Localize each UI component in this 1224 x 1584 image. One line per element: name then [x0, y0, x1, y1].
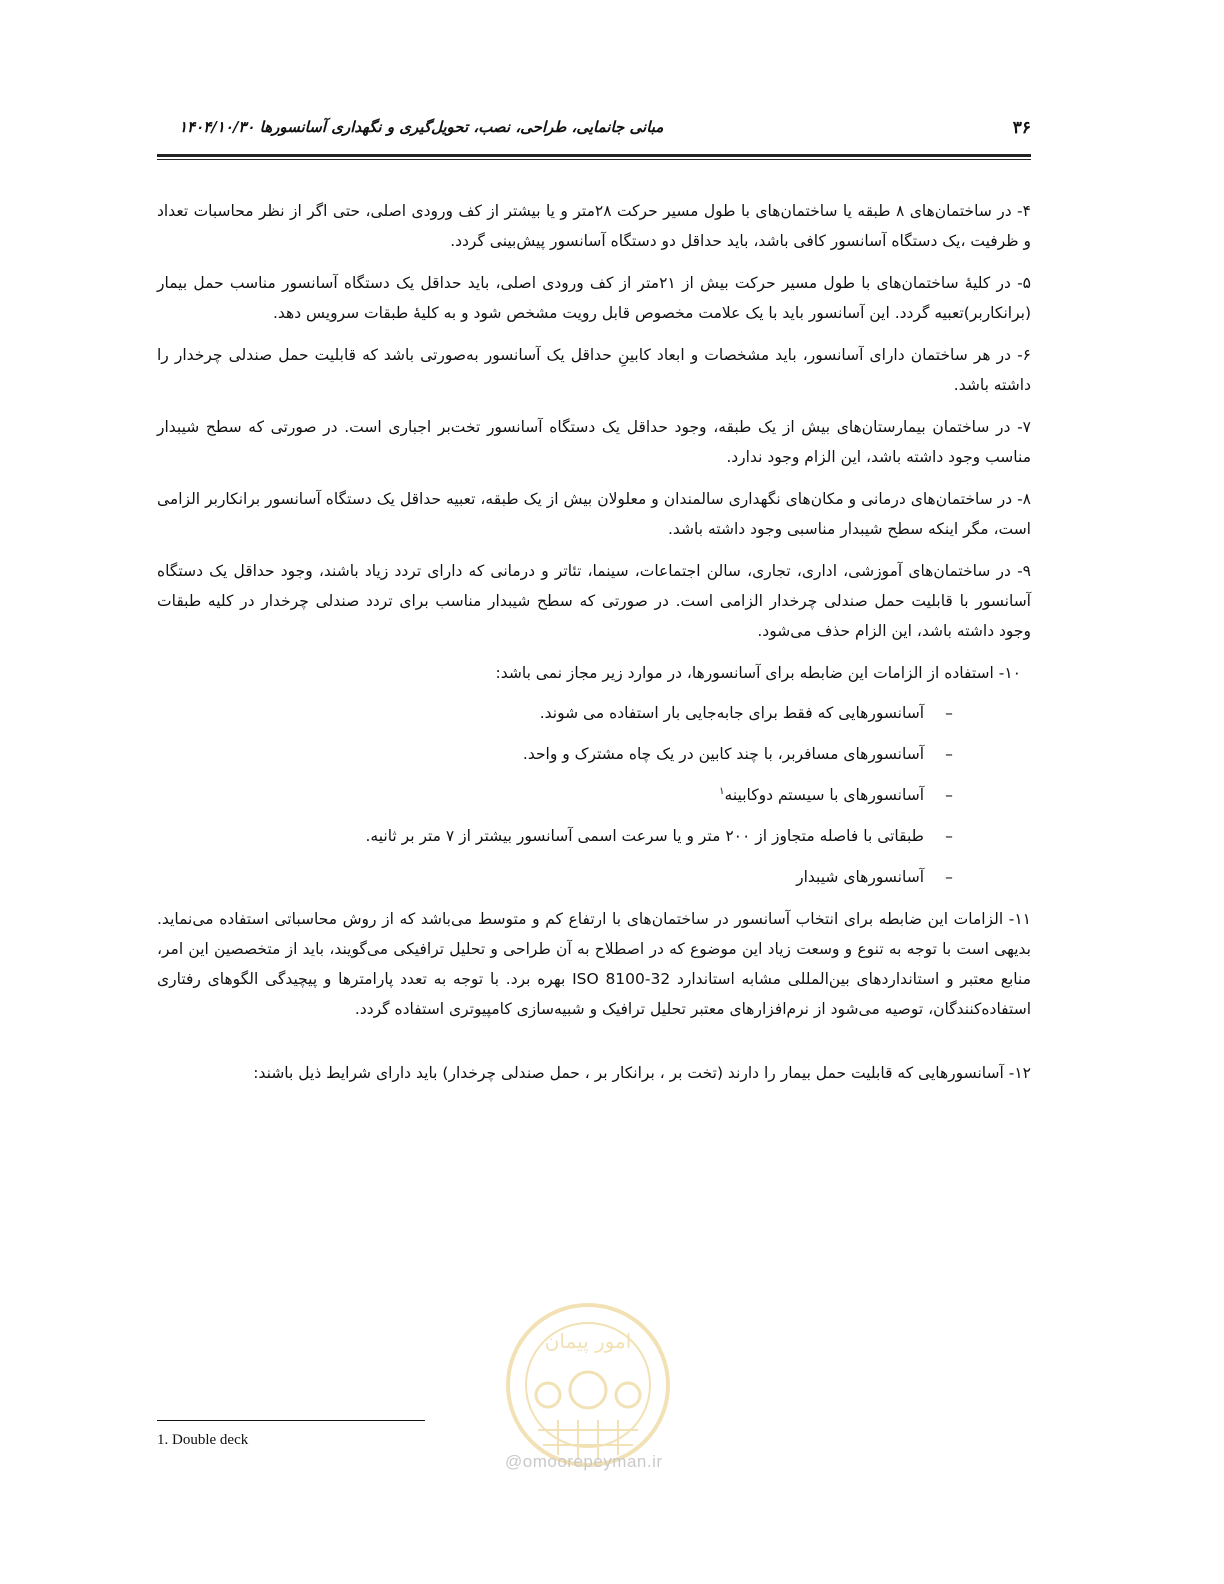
- footnote: 1. Double deck: [157, 1432, 249, 1448]
- watermark-site: @omoorepeyman.ir: [505, 1452, 663, 1471]
- paragraph-7: ۷- در ساختمان بیمارستان‌های بیش از یک طبقه، وجود حداقل یک دستگاه آسانسور تخت‌بر اجباری است. در صورتی که سطح شیبدار مناسب وجود داشته باشد، این الزام وجود ندارد.: [157, 418, 1031, 466]
- page-header: [157, 118, 1031, 148]
- list-item: [157, 698, 956, 728]
- header-title: مبانی جانمایی، طراحی، نصب، تحویل‌گیری و نگهداری آسانسورها: [259, 118, 664, 136]
- item-10-intro: ۱۰- استفاده از الزامات این ضابطه برای آسانسورها، در موارد زیر مجاز نمی باشد:: [495, 664, 1021, 682]
- list-item: [157, 821, 956, 851]
- list-item: [157, 780, 956, 810]
- running-title: [157, 118, 663, 136]
- paragraph-4: ۴- در ساختمان‌های ۸ طبقه یا ساختمان‌های با طول مسیر حرکت ۲۸متر و یا بیشتر از کف ورودی اصلی، حتی اگر از نظر محاسبات تعداد و ظرفیت ،یک دستگاه آسانسور کافی باشد، باید حداقل دو دستگاه آسانسور پیش‌بینی گردد.: [157, 202, 1031, 250]
- watermark-logo-text: امور پیمان: [544, 1329, 632, 1353]
- paragraph-6: ۶- در هر ساختمان دارای آسانسور، باید مشخصات و ابعاد کابینِ حداقل یک آسانسور به‌صورتی باشد که قابلیت حمل صندلی چرخدار را داشته باشد.: [157, 346, 1031, 394]
- list-item-text: طبقاتی با فاصله متجاوز از ۲۰۰ متر و یا سرعت اسمی آسانسور بیشتر از ۷ متر بر ثانیه.: [365, 827, 924, 845]
- dash-marker: –: [945, 745, 953, 763]
- list-item-text: آسانسورهایی که فقط برای جابه‌جایی بار استفاده می شوند.: [539, 704, 924, 722]
- paragraph-9: ۹- در ساختمان‌های آموزشی، اداری، تجاری، سالن اجتماعات، سینما، تئاتر و درمانی که دارای تردد زیاد باشند، وجود حداقل یک دستگاه آسانسور با قابلیت حمل صندلی چرخدار الزامی است. در صورتی که سطح شیبدار مناسب برای تردد صندلی چرخدار در کلیه طبقات وجود داشته باشد، این الزام حذف می‌شود.: [157, 562, 1031, 640]
- list-item: [157, 862, 956, 892]
- paragraph-11: ۱۱- الزامات این ضابطه برای انتخاب آسانسور در ساختمان‌های با ارتفاع کم و متوسط می‌باشد که از روش محاسباتی استفاده می‌نماید. بدیهی است با توجه به تنوع و وسعت زیاد این موضوع که در اصطلاح به آن طراحی و تحلیل ترافیکی می‌گویند، باید از متخصصین این امر، منابع معتبر و استانداردهای بین‌المللی مشابه استاندارد ISO 8100-32 بهره برد. با توجه به تعدد پارامترها و پیچیدگی الگوهای رفتاری استفاده‌کنندگان، توصیه می‌شود از نرم‌افزارهای معتبر تحلیل ترافیک و شبیه‌سازی کامپیوتری استفاده گردد.: [157, 910, 1031, 1018]
- paragraph-8: ۸- در ساختمان‌های درمانی و مکان‌های نگهداری سالمندان و معلولان بیش از یک طبقه، تعبیه حداقل یک دستگاه آسانسور برانکاربر الزامی است، مگر اینکه سطح شیبدار مناسبی وجود داشته باشد.: [157, 490, 1031, 538]
- header-rule-thin: [157, 159, 1031, 160]
- document-body: [157, 196, 1031, 1100]
- dash-marker: –: [945, 868, 953, 886]
- dash-marker: –: [945, 827, 953, 845]
- header-rule-thick: [157, 154, 1031, 157]
- list-item: [157, 739, 956, 769]
- exclusion-list: [157, 698, 1031, 892]
- footnote-rule: [157, 1420, 425, 1421]
- list-item-text: آسانسورهای با سیستم دوکابینه: [724, 786, 924, 804]
- dash-marker: –: [945, 704, 953, 722]
- page-number: ۳۶: [1012, 118, 1031, 138]
- list-item-text: آسانسورهای مسافربر، با چند کابین در یک چاه مشترک و واحد.: [522, 745, 924, 763]
- paragraph-5: ۵- در کلیهٔ ساختمان‌های با طول مسیر حرکت بیش از ۲۱متر از کف ورودی اصلی، باید حداقل یک دستگاه آسانسور مناسب حمل بیمار (برانکاربر)تعبیه گردد. این آسانسور باید با یک علامت مخصوص قابل رویت مشخص شود و به کلیهٔ طبقات سرویس دهد.: [157, 274, 1031, 322]
- footnote-marker: ۱: [719, 785, 725, 797]
- list-item-text: آسانسورهای شیبدار: [796, 868, 924, 886]
- paragraph-12: ۱۲- آسانسورهایی که قابلیت حمل بیمار را دارند (تخت بر ، برانکار بر ، حمل صندلی چرخدار) باید دارای شرایط ذیل باشند:: [253, 1064, 1031, 1082]
- header-date: ۱۴۰۴/۱۰/۳۰: [179, 118, 255, 136]
- dash-marker: –: [945, 786, 953, 804]
